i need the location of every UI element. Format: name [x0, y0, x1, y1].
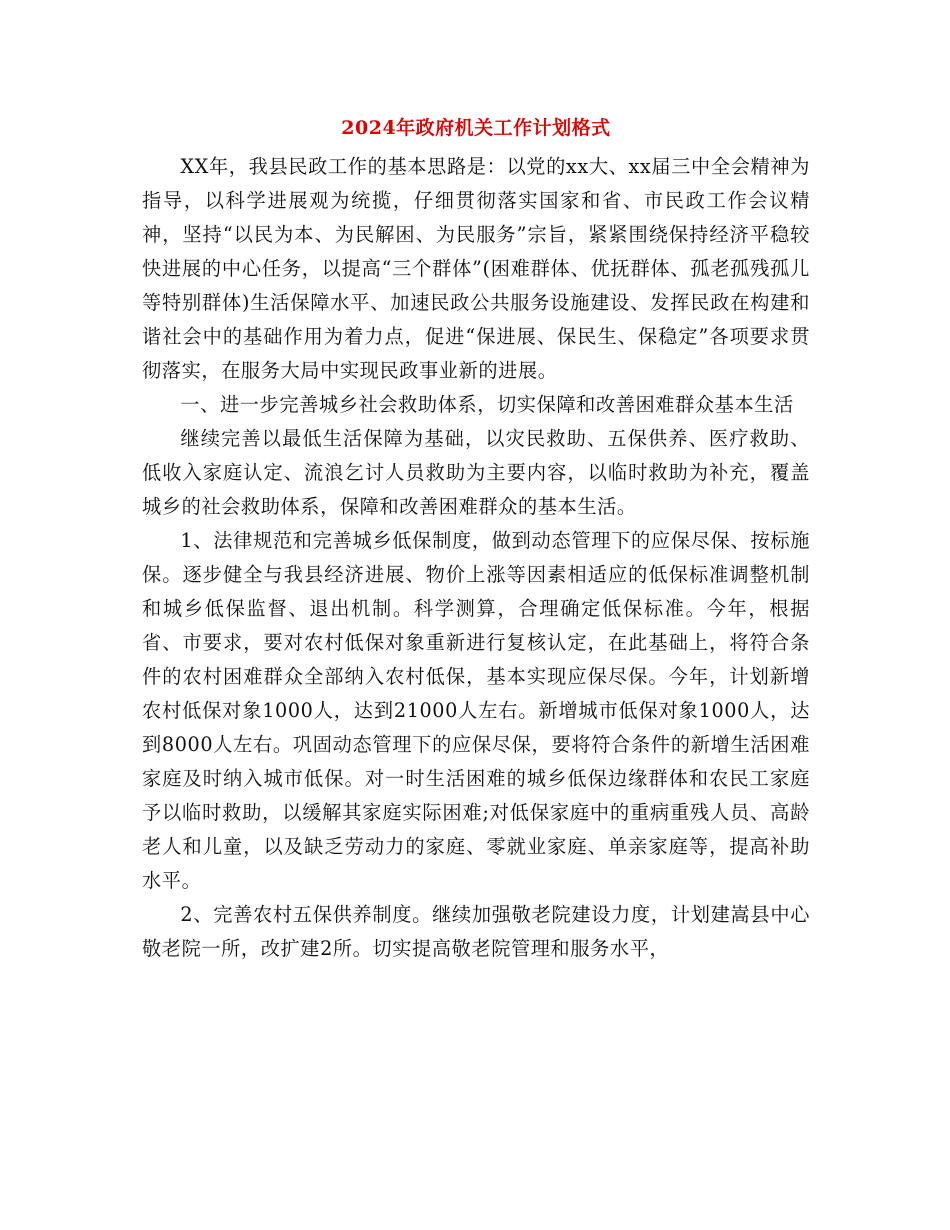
paragraph-section-1-body: 继续完善以最低生活保障为基础，以灾民救助、五保供养、医疗救助、低收入家庭认定、流浪乞讨人员救助为主要内容，以临时救助为补充，覆盖城乡的社会救助体系，保障和改善困难群众的基本生活。	[142, 427, 810, 518]
document-title: 2024年政府机关工作计划格式	[341, 117, 611, 139]
paragraph-section-heading-1: 一、进一步完善城乡社会救助体系，切实保障和改善困难群众基本生活	[180, 393, 794, 416]
document-page	[142, 110, 810, 966]
paragraph-intro: XX年，我县民政工作的基本思路是：以党的xx大、xx届三中全会精神为指导，以科学进展观为统揽，仔细贯彻落实国家和省、市民政工作会议精神，坚持“以民为本、为民解困、为民服务”宗旨，紧紧围绕保持经济平稳较快进展的中心任务，以提高“三个群体”(困难群体、优抚群体、孤老孤残孤儿等特别群体)生活保障水平、加速民政公共服务设施建设、发挥民政在构建和谐社会中的基础作用为着力点，促进“保进展、保民生、保稳定”各项要求贯彻落实，在服务大局中实现民政事业新的进展。	[142, 155, 810, 382]
paragraph-item-2: 2、完善农村五保供养制度。继续加强敬老院建设力度，计划建嵩县中心敬老院一所，改扩建2所。切实提高敬老院管理和服务水平，	[142, 903, 810, 960]
paragraph-item-1: 1、法律规范和完善城乡低保制度，做到动态管理下的应保尽保、按标施保。逐步健全与我县经济进展、物价上涨等因素相适应的低保标准调整机制和城乡低保监督、退出机制。科学测算，合理确定低保标准。今年，根据省、市要求，要对农村低保对象重新进行复核认定，在此基础上，将符合条件的农村困难群众全部纳入农村低保，基本实现应保尽保。今年，计划新增农村低保对象1000人，达到21000人左右。新增城市低保对象1000人，达到8000人左右。巩固动态管理下的应保尽保，要将符合条件的新增生活困难家庭及时纳入城市低保。对一时生活困难的城乡低保边缘群体和农民工家庭予以临时救助，以缓解其家庭实际困难;对低保家庭中的重病重残人员、高龄老人和儿童，以及缺乏劳动力的家庭、零就业家庭、单亲家庭等，提高补助水平。	[142, 529, 810, 892]
